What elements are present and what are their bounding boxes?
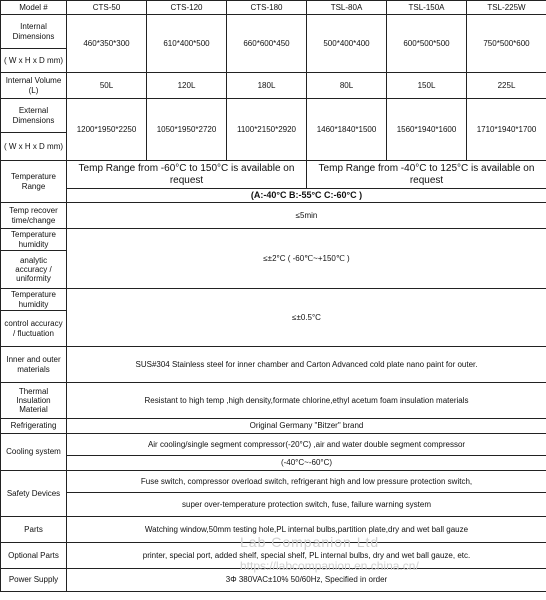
internal-dimension-value: 460*350*300: [67, 15, 147, 73]
materials-row: [1, 347, 546, 383]
parts-label: Parts: [1, 517, 67, 543]
model-name: TSL-225W: [467, 1, 546, 15]
model-name: CTS-180: [227, 1, 307, 15]
control-accuracy-value: ≤±0.5°C: [67, 289, 546, 347]
model-name: CTS-50: [67, 1, 147, 15]
external-dimension-value: 1050*1950*2720: [147, 99, 227, 161]
internal-volume-value: 150L: [387, 73, 467, 99]
analytic-accuracy-label-top: Temperature humidity: [1, 229, 67, 251]
header-row: [1, 1, 546, 15]
insulation-row: [1, 383, 546, 419]
temperature-range-label: Temperature Range: [1, 161, 67, 203]
internal-dimensions-row: [1, 15, 546, 49]
model-name: TSL-80A: [307, 1, 387, 15]
materials-value: SUS#304 Stainless steel for inner chamber and Carton Advanced cold plate nano paint for outer.: [67, 347, 546, 383]
power-supply-value: 3Φ 380VAC±10% 50/60Hz, Specified in order: [67, 569, 546, 592]
optional-parts-value: printer, special port, added shelf, special shelf, PL internal bulbs, dry and wet ball gauze, etc.: [67, 543, 546, 569]
optional-parts-label: Optional Parts: [1, 543, 67, 569]
external-dimension-value: 1710*1940*1700: [467, 99, 546, 161]
model-name: CTS-120: [147, 1, 227, 15]
internal-dimension-value: 500*400*400: [307, 15, 387, 73]
internal-volume-value: 120L: [147, 73, 227, 99]
internal-volume-label: Internal Volume (L): [1, 73, 67, 99]
watermark-url: https://labcompanion.en.china.cn/: [240, 559, 419, 573]
optional-parts-row: [1, 543, 546, 569]
external-dimensions-row: [1, 99, 546, 133]
tsl-temp-range-note: Temp Range from -40°C to 125°C is available on request: [307, 161, 546, 189]
safety-line-2: super over-temperature protection switch, fuse, failure warning system: [67, 493, 546, 517]
internal-dimension-value: 610*400*500: [147, 15, 227, 73]
analytic-accuracy-value: ≤±2°C ( -60℃~+150℃ ): [67, 229, 546, 289]
safety-line-1: Fuse switch, compressor overload switch, refrigerant high and low pressure protection switch,: [67, 471, 546, 493]
model-name: TSL-150A: [387, 1, 467, 15]
external-dimension-value: 1560*1940*1600: [387, 99, 467, 161]
temp-recover-label: Temp recover time/change: [1, 203, 67, 229]
analytic-accuracy-row: [1, 229, 546, 251]
internal-volume-row: [1, 73, 546, 99]
safety-row-2: [1, 493, 546, 517]
cts-temp-range-note: Temp Range from -60°C to 150°C is available on request: [67, 161, 307, 189]
internal-volume-value: 80L: [307, 73, 387, 99]
internal-volume-value: 225L: [467, 73, 546, 99]
external-dimensions-unit: ( W x H x D mm): [1, 133, 67, 161]
power-supply-row: [1, 569, 546, 592]
refrigerating-label: Refrigerating: [1, 419, 67, 434]
temperature-range-row: [1, 161, 546, 189]
watermark-company: Lab Companion Ltd: [240, 534, 380, 550]
cooling-row: [1, 434, 546, 456]
internal-dimension-value: 750*500*600: [467, 15, 546, 73]
cooling-label: Cooling system: [1, 434, 67, 471]
external-dimension-value: 1460*1840*1500: [307, 99, 387, 161]
refrigerating-value: Original Germany "Bitzer" brand: [67, 419, 546, 434]
internal-volume-value: 180L: [227, 73, 307, 99]
control-accuracy-label-bottom: control accuracy / fluctuation: [1, 311, 67, 347]
internal-dimension-value: 600*500*500: [387, 15, 467, 73]
cooling-range-row: [1, 456, 546, 471]
external-dimension-value: 1200*1950*2250: [67, 99, 147, 161]
external-dimensions-label: External Dimensions: [1, 99, 67, 133]
insulation-value: Resistant to high temp ,high density,formate chlorine,ethyl acetum foam insulation materials: [67, 383, 546, 419]
internal-dimensions-unit: ( W x H x D mm): [1, 49, 67, 73]
parts-value: Watching window,50mm testing hole,PL internal bulbs,partition plate,dry and wet ball gauze: [67, 517, 546, 543]
power-supply-label: Power Supply: [1, 569, 67, 592]
refrigerating-row: [1, 419, 546, 434]
internal-dimensions-label: Internal Dimensions: [1, 15, 67, 49]
cooling-range: (-40°C~-60°C): [67, 456, 546, 471]
external-dimension-value: 1100*2150*2920: [227, 99, 307, 161]
safety-row: [1, 471, 546, 493]
temperature-options: (A:-40°C B:-55°C C:-60°C ): [67, 189, 546, 203]
materials-label: Inner and outer materials: [1, 347, 67, 383]
parts-row: [1, 517, 546, 543]
internal-volume-value: 50L: [67, 73, 147, 99]
internal-dimension-value: 660*600*450: [227, 15, 307, 73]
safety-label: Safety Devices: [1, 471, 67, 517]
control-accuracy-label-top: Temperature humidity: [1, 289, 67, 311]
temperature-options-row: [1, 189, 546, 203]
analytic-accuracy-label-bottom: analytic accuracy / uniformity: [1, 251, 67, 289]
temp-recover-value: ≤5min: [67, 203, 546, 229]
model-header-label: Model #: [1, 1, 67, 15]
control-accuracy-row: [1, 289, 546, 311]
temp-recover-row: [1, 203, 546, 229]
insulation-label: Thermal Insulation Material: [1, 383, 67, 419]
cooling-value: Air cooling/single segment compressor(-20°C) ,air and water double segment compressor: [67, 434, 546, 456]
